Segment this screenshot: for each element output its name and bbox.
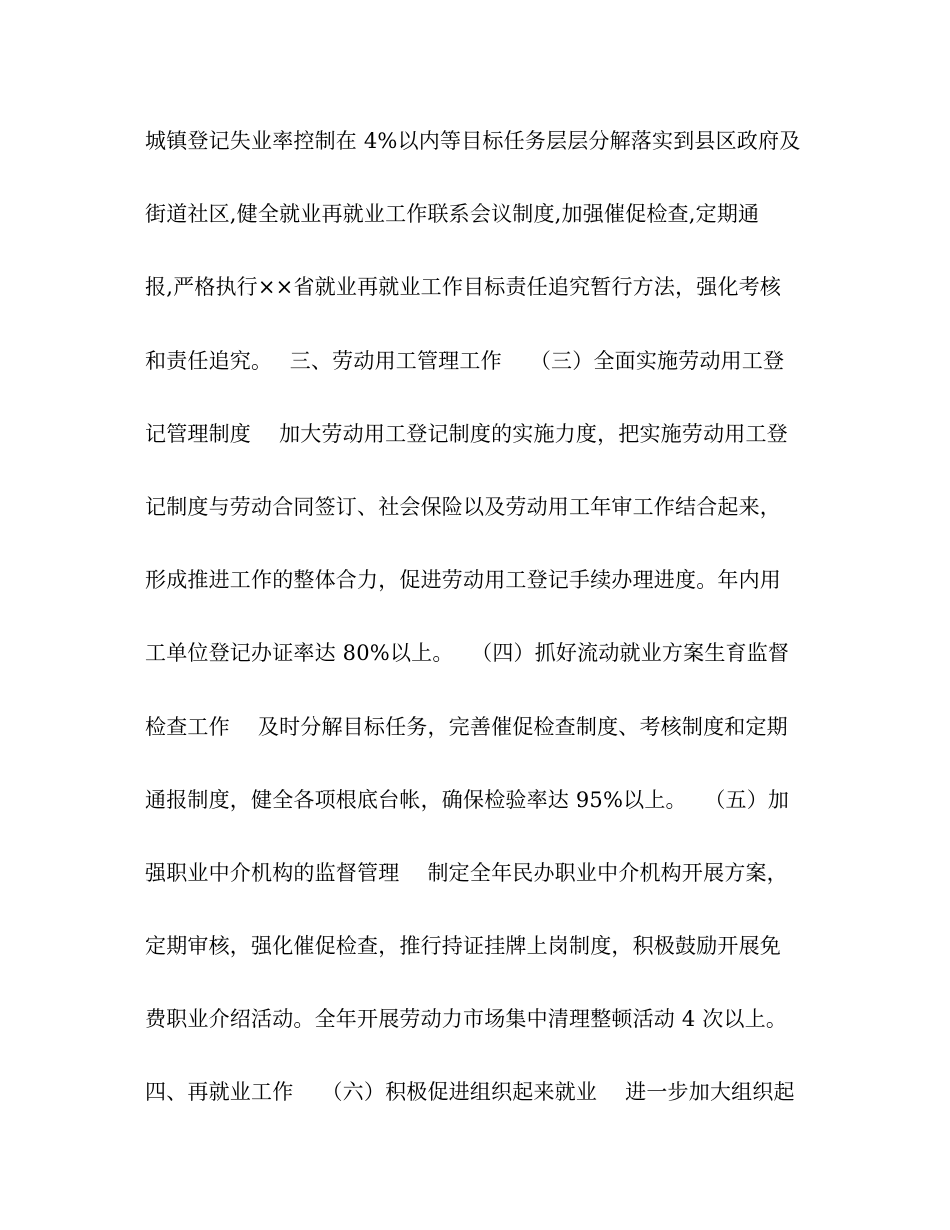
text-line: 定期审核，强化催促检查，推行持证挂牌上岗制度，积极鼓励开展免 (145, 934, 781, 959)
text-line: 四、再就业工作 （六）积极促进组织起来就业 进一步加大组织起 (145, 1080, 795, 1105)
document-body (145, 121, 815, 1146)
text-line: 费职业介绍活动。全年开展劳动力市场集中清理整顿活动 4 次以上。 (145, 1007, 788, 1032)
text-line: 城镇登记失业率控制在 4%以内等目标任务层层分解落实到县区政府及 (145, 129, 801, 153)
text-line: 强职业中介机构的监督管理 制定全年民办职业中介机构开展方案， (145, 860, 788, 885)
text-line: 记制度与劳动合同签订、社会保险以及劳动用工年审工作结合起来， (145, 494, 781, 519)
text-line: 检查工作 及时分解目标任务，完善催促检查制度、考核制度和定期 (145, 714, 788, 739)
text-line: 和责任追究。 三、劳动用工管理工作 （三）全面实施劳动用工登 (145, 348, 785, 373)
text-line: 街道社区,健全就业再就业工作联系会议制度,加强催促检查,定期通 (145, 202, 760, 227)
text-line: 工单位登记办证率达 80%以上。 （四）抓好流动就业方案生育监督 (145, 641, 790, 666)
text-line: 报,严格执行××省就业再就业工作目标责任追究暂行方法，强化考核 (145, 275, 782, 300)
text-line: 记管理制度 加大劳动用工登记制度的实施力度，把实施劳动用工登 (145, 421, 788, 446)
text-line: 形成推进工作的整体合力，促进劳动用工登记手续办理进度。年内用 (145, 568, 781, 593)
text-line: 通报制度，健全各项根底台帐，确保检验率达 95%以上。 （五）加 (145, 787, 790, 812)
